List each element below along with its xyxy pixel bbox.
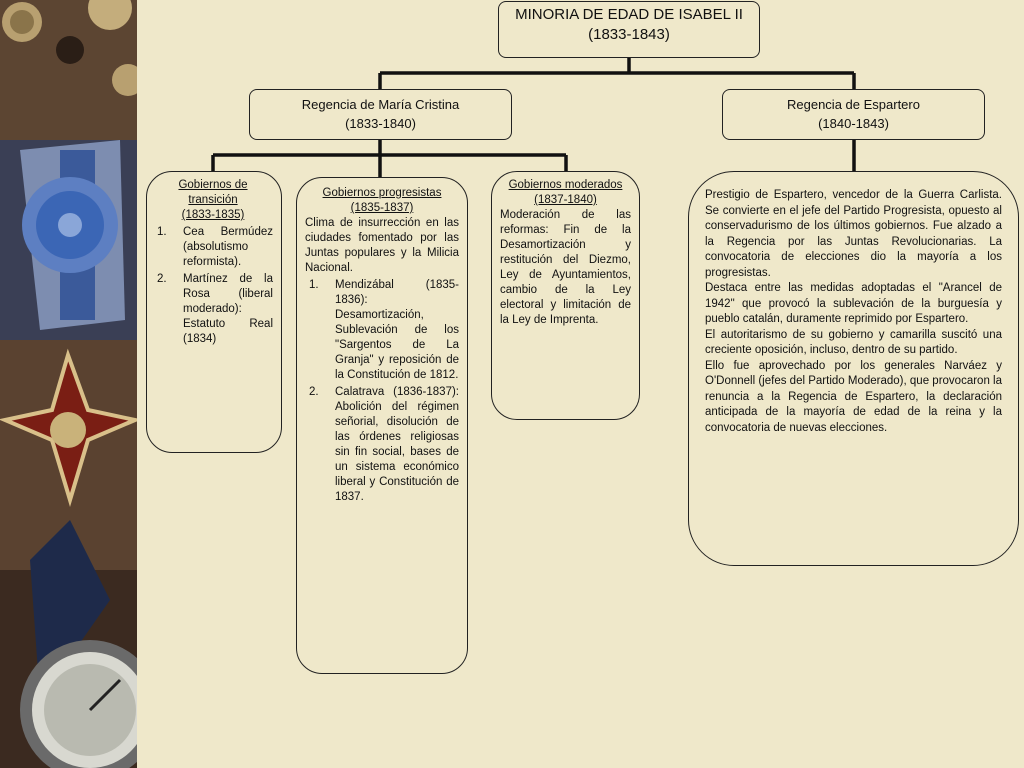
regencia-espartero-dates: (1840-1843) (818, 116, 889, 131)
list-item: 2. Martínez de la Rosa (liberal moderado): Estatuto Real (1834) (157, 273, 273, 345)
transicion-dates: (1833-1835) (181, 209, 245, 221)
progresistas-dates: (1835-1837) (350, 202, 414, 214)
espartero-paragraph: Prestigio de Espartero, vencedor de la Guerra Carlista. Se convierte en el jefe del Partido Progresista, opuesto al conservadurismo de los últimos gobiernos. Fue alzado a la Regencia por las Juntas Revolucionarias. La convocatoria de elecciones dio la mayoría a los progresistas. (705, 189, 1002, 279)
regencia-espartero-title: Regencia de Espartero (787, 97, 920, 112)
moderados-text: Moderación de las reformas: Fin de la Desamortización y restitución del Diezmo, Ley de Ayuntamientos, cambio de la Ley electoral y limitación de la Ley de Imprenta. (500, 209, 631, 326)
list-item: 1. Cea Bermúdez (absolutismo reformista). (157, 226, 273, 268)
root-box (498, 1, 760, 58)
transicion-title-2: transición (188, 194, 238, 206)
root-title: MINORIA DE EDAD DE ISABEL II (515, 6, 743, 23)
regencia-maria-cristina-title: Regencia de María Cristina (301, 97, 460, 112)
regencia-maria-cristina-dates: (1833-1840) (345, 116, 416, 131)
moderados-dates: (1837-1840) (534, 194, 597, 206)
progresistas-title: Gobiernos progresistas (322, 187, 442, 199)
root-dates: (1833-1843) (588, 26, 670, 43)
espartero-paragraph: Destaca entre las medidas adoptadas el "Arancel de 1942" que provocó la sublevación de la burguesía y pueblo catalán, duramente reprimido por Espartero. (705, 282, 1002, 325)
list-item: 1. Mendizábal (1835-1836): Desamortización, Sublevación de los "Sargentos de La Granja" y reposición de la Constitución de 1812. (309, 279, 459, 381)
moderados-title: Gobiernos moderados (508, 179, 623, 191)
gobiernos-progresistas-box (296, 177, 468, 674)
espartero-detail-box (688, 171, 1019, 566)
gobiernos-transicion-box (146, 171, 282, 453)
progresistas-intro: Clima de insurrección en las ciudades fomentado por las Juntas populares y la Milicia Nacional. (305, 217, 459, 274)
espartero-paragraph: El autoritarismo de su gobierno y camarilla suscitó una creciente oposición, incluso, dentro de su partido. (705, 328, 1002, 356)
transicion-list (153, 225, 273, 347)
list-item: 2. Calatrava (1836-1837): Abolición del régimen señorial, disolución de las órdenes religiosas sin fin social, bases de un sistema económico liberal y Constitución de 1837. (309, 386, 459, 503)
regencia-maria-cristina-box (249, 89, 512, 140)
progresistas-list (305, 278, 459, 505)
regencia-espartero-box (722, 89, 985, 140)
gobiernos-moderados-box (491, 171, 640, 420)
espartero-paragraph: Ello fue aprovechado por los generales Narváez y O'Donnell (jefes del Partido Moderado), que provocaron la renuncia a la Regencia de Espartero, la declaración anticipada de la mayoría de edad de la reina y la convocatoria de nuevas elecciones. (705, 359, 1002, 434)
transicion-title-1: Gobiernos de (178, 179, 248, 191)
